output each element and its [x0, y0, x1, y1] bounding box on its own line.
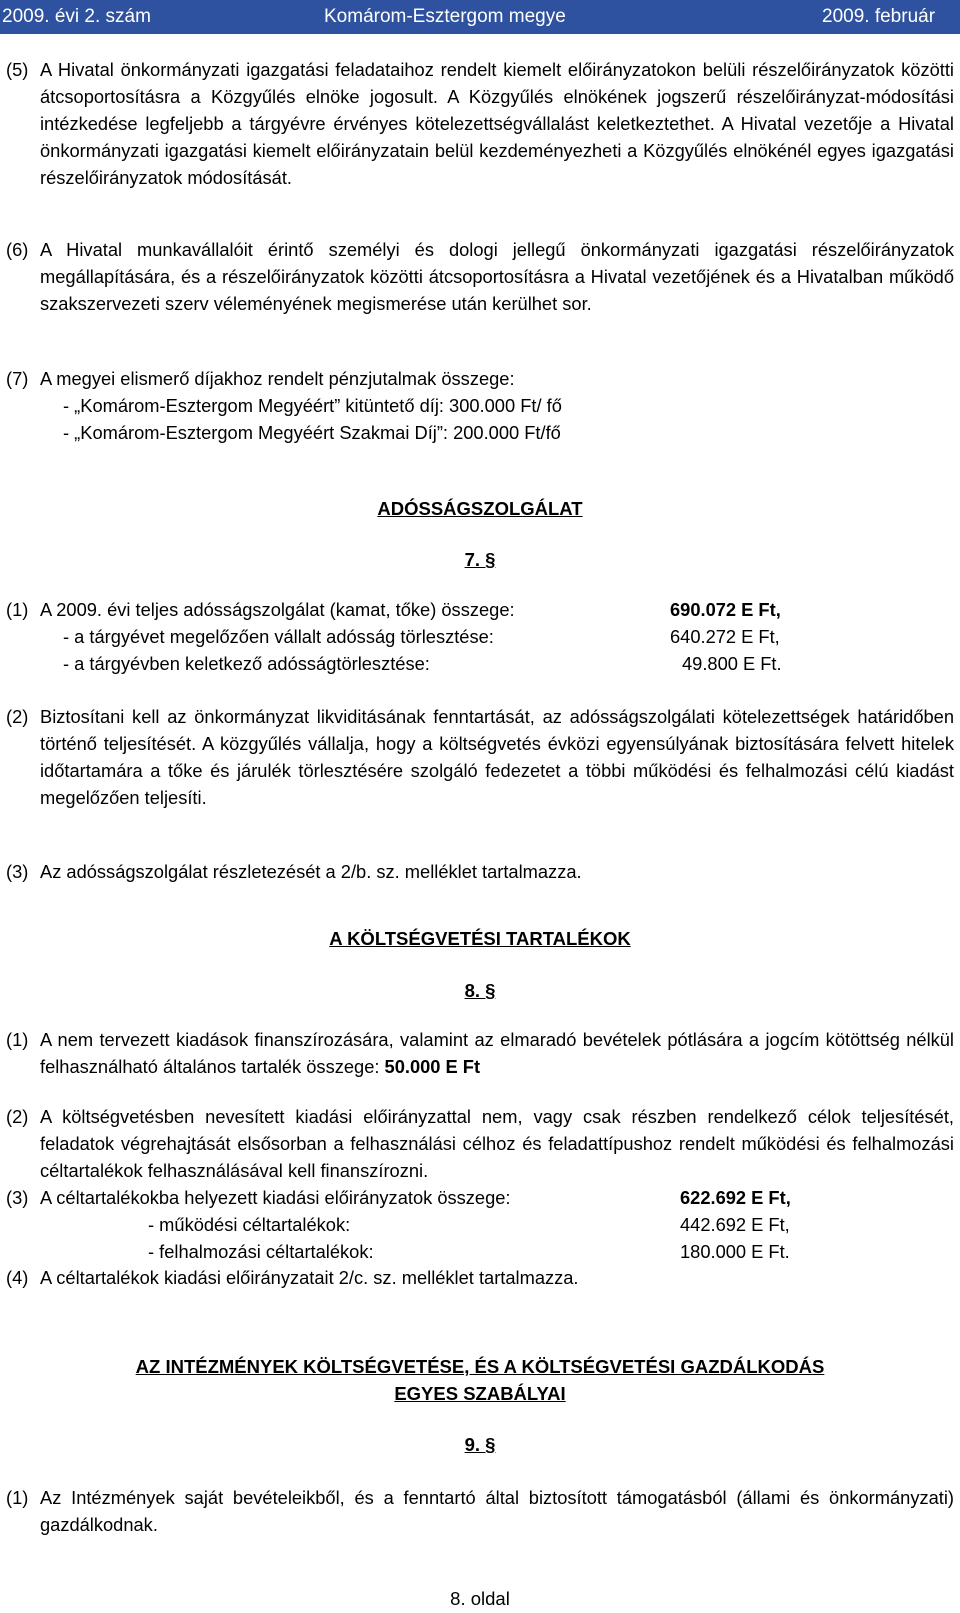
section-paragraph-sign: 8. §: [464, 980, 496, 1001]
paragraph-number: (4): [6, 1267, 29, 1288]
reserve-row-value: 442.692 E Ft,: [680, 1214, 790, 1235]
section-paragraph-sign: 7. §: [464, 549, 496, 570]
debt-row-label: - a tárgyévben keletkező adósságtörlesztése:: [63, 653, 430, 674]
paragraph-number: (5): [6, 59, 29, 80]
award-item: - „Komárom-Esztergom Megyéért” kitüntető díj: 300.000 Ft/ fő: [63, 395, 562, 416]
general-reserve-text: A nem tervezett kiadások finanszírozására, valamint az elmaradó bevételek pótlására a jogcím kötöttség nélkül felhasználható általános tartalék összege:: [40, 1029, 954, 1077]
section-paragraph-sign: 9. §: [464, 1434, 496, 1455]
reserve-row-label: - felhalmozási céltartalékok:: [148, 1241, 374, 1262]
section-title: AZ INTÉZMÉNYEK KÖLTSÉGVETÉSE, ÉS A KÖLTSÉGVETÉSI GAZDÁLKODÁS: [135, 1356, 825, 1377]
section9-paragraph-1: Az Intézmények saját bevételeikből, és a fenntartó által biztosított támogatásból (állami és önkormányzati) gazdálkodnak.: [40, 1487, 954, 1535]
paragraph-number: (1): [6, 1487, 29, 1508]
debt-row-label: - a tárgyévet megelőzően vállalt adósság törlesztése:: [63, 626, 494, 647]
paragraph-number: (1): [6, 1029, 29, 1050]
paragraph-6: A Hivatal munkavállalóit érintő személyi és dologi jellegű önkormányzati igazgatási részelőirányzatok megállapítására, és a részelőirányzatok közötti átcsoportosításra a Hivatal vezetőjének és a Hivatalban működő szakszervezeti szerv véleményének megismerése után kerülhet sor.: [40, 239, 954, 314]
debt-row-value: 49.800 E Ft.: [682, 653, 782, 674]
section-title-line2: EGYES SZABÁLYAI: [394, 1383, 566, 1404]
paragraph-number: (1): [6, 599, 29, 620]
debt-row-value: 640.272 E Ft,: [670, 626, 780, 647]
award-item: - „Komárom-Esztergom Megyéért Szakmai Díj”: 200.000 Ft/fő: [63, 422, 561, 443]
paragraph-5: A Hivatal önkormányzati igazgatási feladataihoz rendelt kiemelt előirányzatokon belüli részelőirányzatok közötti átcsoportosításra a Közgyűlés elnöke jogosult. A Közgyűlés elnökének jogszerű részelőirányzat-módosítási intézkedése legfeljebb a tárgyévre érvényes kötelezettségvállalást keletkeztethet. A Hivatal vezetője a Hivatal önkormányzati igazgatási kiemelt előirányzatain belül kezdeményezheti a Közgyűlés elnökénél egyes igazgatási részelőirányzatok módosítását.: [40, 59, 954, 188]
paragraph-number: (7): [6, 368, 29, 389]
header-issue: 2009. évi 2. szám: [2, 6, 151, 27]
reserve-total-value: 622.692 E Ft,: [680, 1187, 791, 1208]
paragraph-number: (3): [6, 1187, 29, 1208]
debt-total-label: A 2009. évi teljes adósságszolgálat (kamat, tőke) összege:: [40, 599, 515, 620]
section7-paragraph-3: Az adósságszolgálat részletezését a 2/b. sz. melléklet tartalmazza.: [40, 861, 582, 882]
debt-total-value: 690.072 E Ft,: [670, 599, 781, 620]
section7-paragraph-2: Biztosítani kell az önkormányzat likviditásának fenntartását, az adósságszolgálati kötelezettségek határidőben történő teljesítését. A közgyűlés vállalja, hogy a költségvetés évközi egyensúlyának biztosítására felvett hitelek időtartamára a tőke és járulék törlesztésére szolgáló fedezetet a többi működési és felhalmozási célú kiadást megelőzően teljesíti.: [40, 706, 954, 808]
header-county: Komárom-Esztergom megye: [324, 6, 566, 27]
section8-paragraph-2: A költségvetésben nevesített kiadási előirányzattal nem, vagy csak részben rendelkező célok teljesítését, feladatok végrehajtását elsősorban a felhasználási célhoz és feladattípushoz rendelt működési és felhalmozási céltartalékok felhasználásával kell finanszírozni.: [40, 1106, 954, 1181]
reserve-row-label: - működési céltartalékok:: [148, 1214, 351, 1235]
paragraph-number: (2): [6, 1106, 29, 1127]
section-title: A KÖLTSÉGVETÉSI TARTALÉKOK: [329, 928, 631, 949]
section8-paragraph-1: [40, 1026, 954, 1080]
general-reserve-amount: 50.000 E Ft: [384, 1056, 481, 1077]
page-header: [0, 0, 960, 34]
paragraph-7-intro: A megyei elismerő díjakhoz rendelt pénzjutalmak összege:: [40, 368, 515, 389]
reserve-total-label: A céltartalékokba helyezett kiadási előirányzatok összege:: [40, 1187, 511, 1208]
paragraph-number: (6): [6, 239, 29, 260]
paragraph-number: (3): [6, 861, 29, 882]
reserve-row-value: 180.000 E Ft.: [680, 1241, 790, 1262]
section-title: ADÓSSÁGSZOLGÁLAT: [377, 498, 583, 519]
page-number: 8. oldal: [450, 1588, 510, 1609]
section8-paragraph-4: A céltartalékok kiadási előirányzatait 2/c. sz. melléklet tartalmazza.: [40, 1267, 579, 1288]
paragraph-number: (2): [6, 706, 29, 727]
header-date: 2009. február: [822, 6, 936, 27]
